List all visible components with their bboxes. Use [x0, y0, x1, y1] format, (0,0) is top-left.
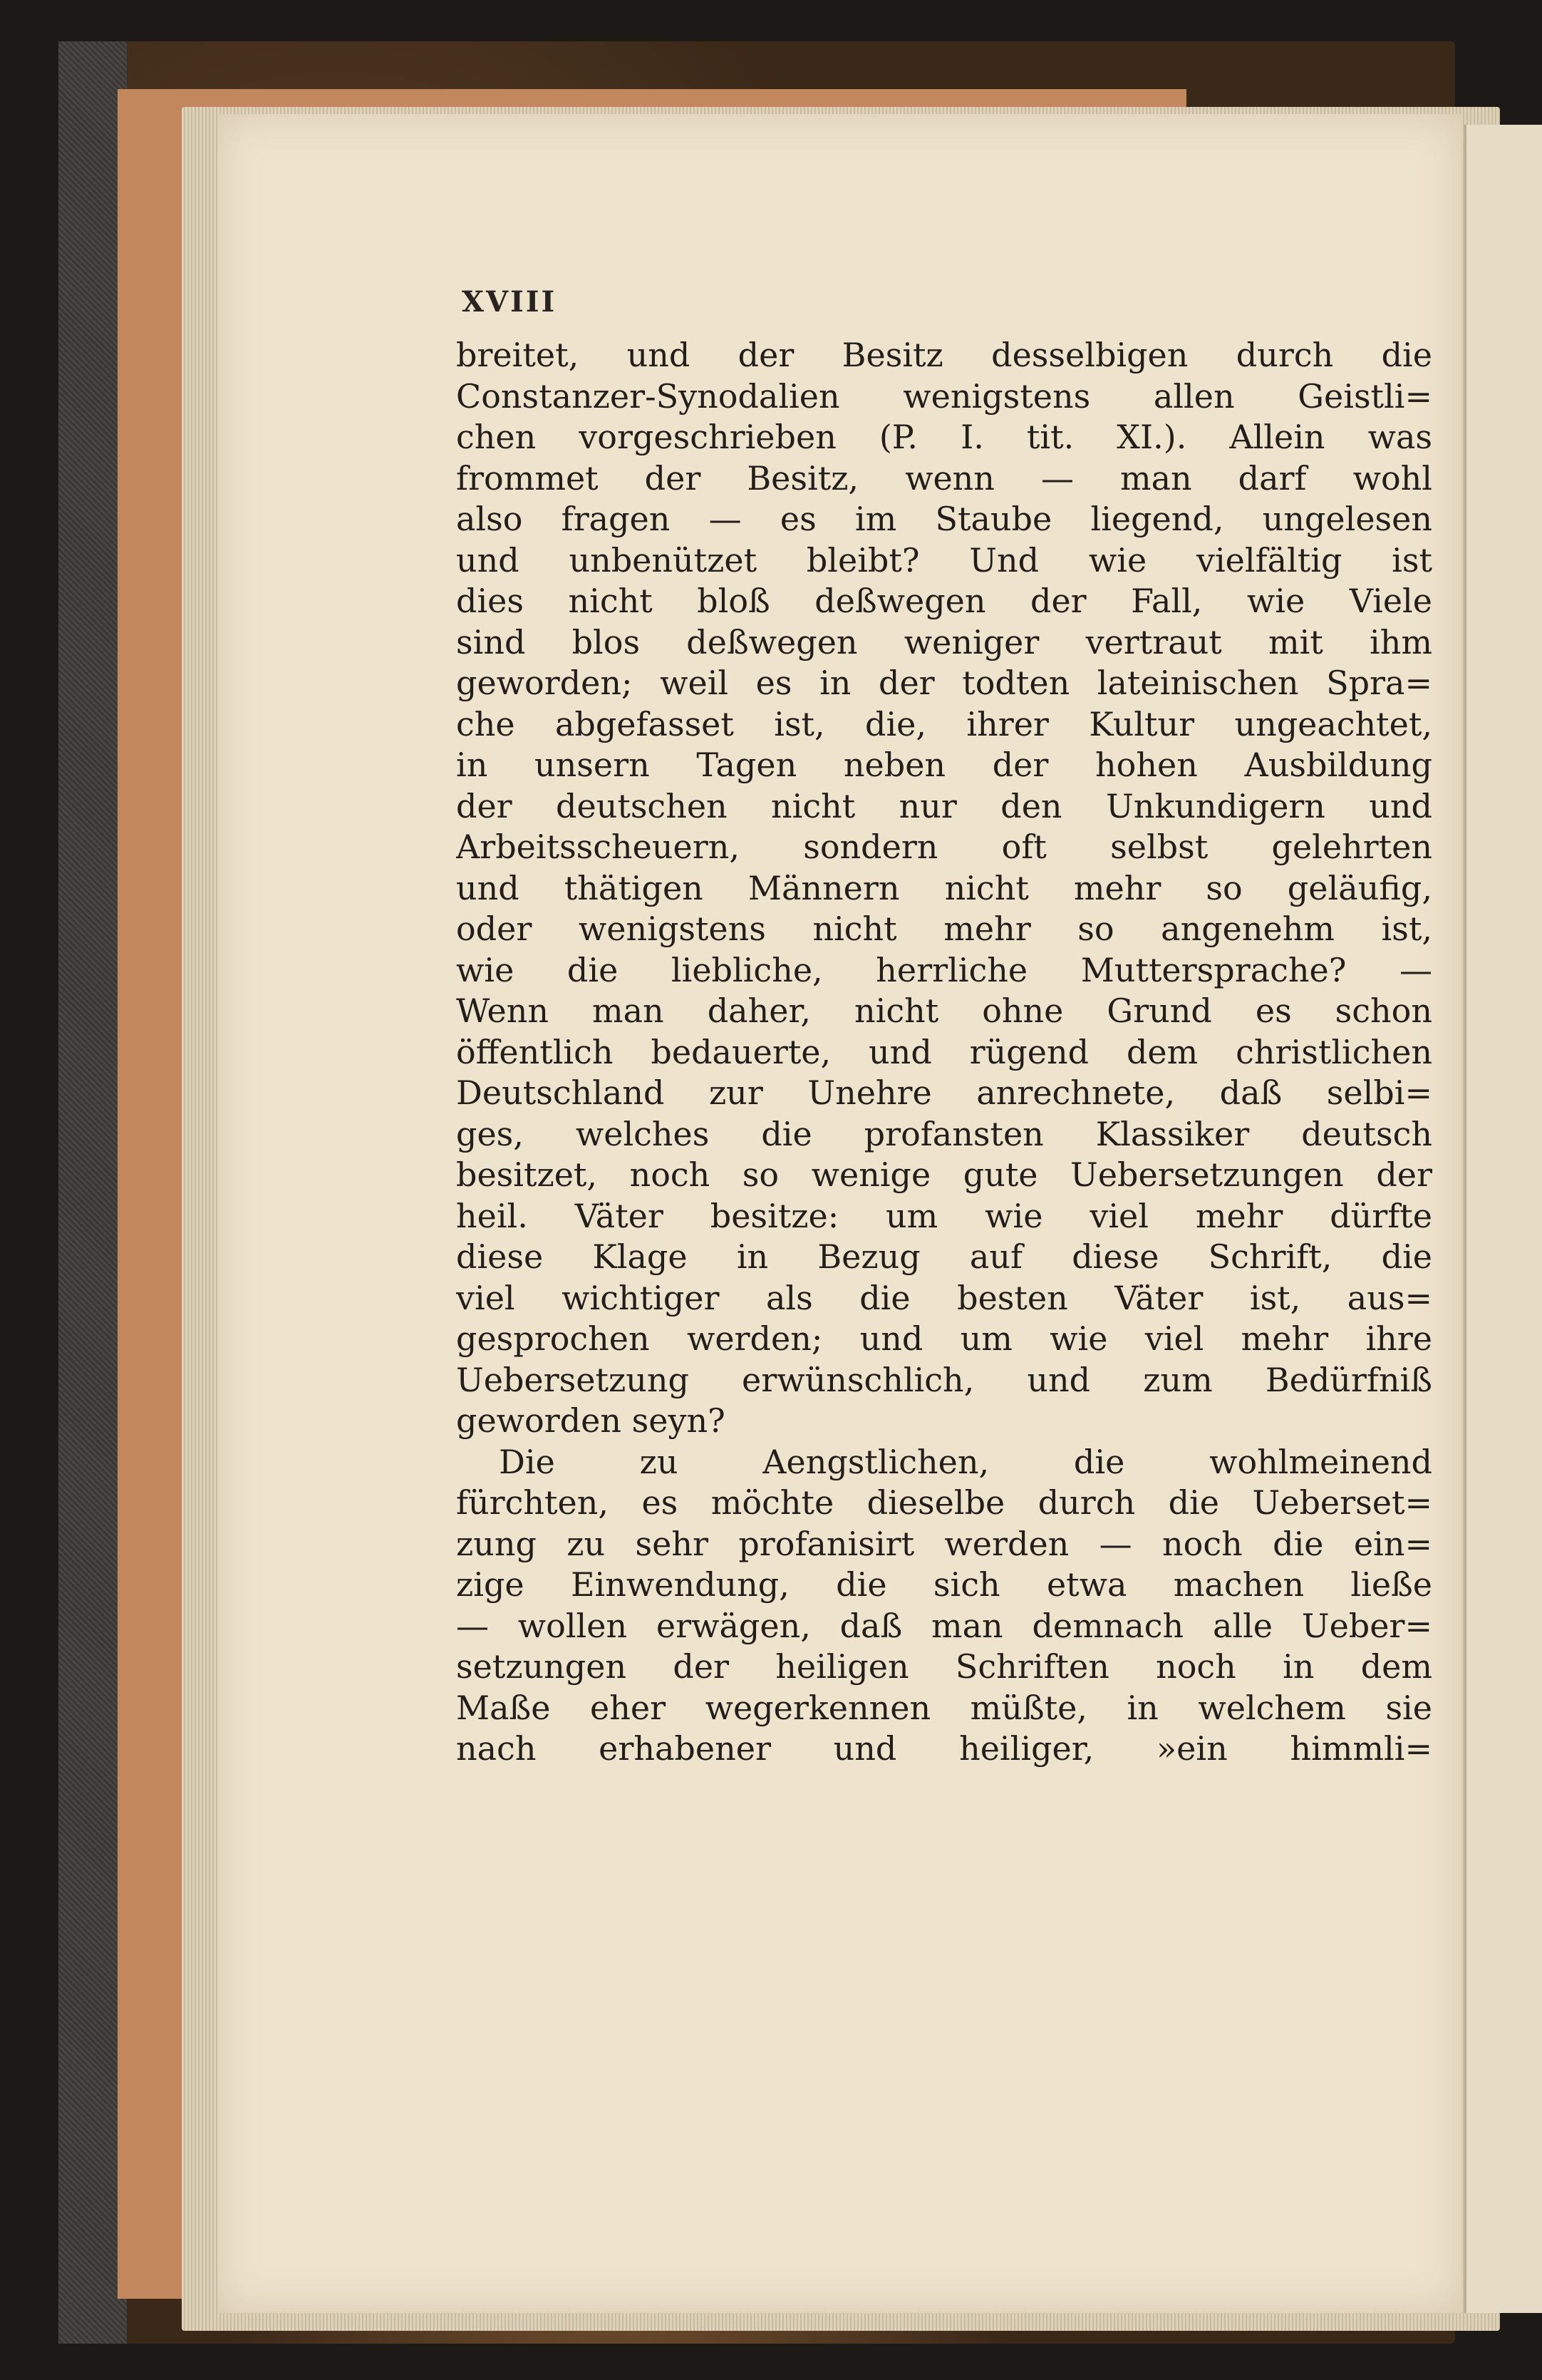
text-line: Constanzer-Synodalien wenigstens allen Geistli=	[456, 376, 1432, 416]
text-line: Die zu Aengstlichen, die wohlmeinend	[499, 1442, 1432, 1481]
text-line: setzungen der heiligen Schriften noch in dem	[456, 1647, 1432, 1686]
page-number: XVIII	[462, 285, 557, 319]
text-line: besitzet, noch so wenige gute Uebersetzungen der	[456, 1155, 1432, 1194]
text-line: wie die liebliche, herrliche Muttersprache? —	[456, 950, 1432, 989]
text-line: zung zu sehr profanisirt werden — noch die ein=	[456, 1524, 1432, 1563]
text-line: Wenn man daher, nicht ohne Grund es schon	[456, 991, 1432, 1030]
text-line: chen vorgeschrieben (P. I. tit. XI.). Allein was	[456, 418, 1432, 456]
text-line: Maße eher wegerkennen müßte, in welchem sie	[456, 1688, 1432, 1727]
text-line: und thätigen Männern nicht mehr so geläufig,	[456, 868, 1432, 907]
text-line: zige Einwendung, die sich etwa machen ließe	[456, 1565, 1432, 1604]
text-line: geworden seyn?	[456, 1401, 725, 1440]
text-line: — wollen erwägen, daß man demnach alle Ueber=	[456, 1606, 1432, 1645]
text-line: Uebersetzung erwünschlich, und zum Bedürfniß	[456, 1360, 1432, 1399]
text-line: dies nicht bloß deßwegen der Fall, wie Viele	[456, 582, 1432, 620]
text-line: öffentlich bedauerte, und rügend dem christlichen	[456, 1032, 1432, 1071]
text-line: fürchten, es möchte dieselbe durch die Ueberset=	[456, 1483, 1432, 1522]
text-line: Arbeitsscheuern, sondern oft selbst gelehrten	[456, 828, 1432, 866]
text-line: Deutschland zur Unehre anrechnete, daß selbi=	[456, 1073, 1432, 1112]
text-line: gesprochen werden; und um wie viel mehr ihre	[456, 1319, 1432, 1358]
facing-page-edge	[1464, 125, 1542, 2313]
text-line: geworden; weil es in der todten lateinischen Spra=	[456, 664, 1432, 702]
text-line: breitet, und der Besitz desselbigen durch die	[456, 336, 1432, 374]
text-line: frommet der Besitz, wenn — man darf wohl	[456, 458, 1432, 498]
text-line: viel wichtiger als die besten Väter ist, aus=	[456, 1278, 1432, 1317]
text-line: oder wenigstens nicht mehr so angenehm ist,	[456, 910, 1432, 948]
text-line: nach erhabener und heiliger, »ein himmli=	[456, 1729, 1432, 1768]
text-line: diese Klage in Bezug auf diese Schrift, die	[456, 1237, 1432, 1276]
text-line: und unbenützet bleibt? Und wie vielfältig ist	[456, 540, 1432, 579]
text-line: heil. Väter besitze: um wie viel mehr dürfte	[456, 1196, 1432, 1235]
text-line: der deutschen nicht nur den Unkundigern und	[456, 786, 1432, 825]
text-line: ges, welches die profansten Klassiker deutsch	[456, 1114, 1432, 1153]
text-line: che abgefasset ist, die, ihrer Kultur ungeachtet,	[456, 704, 1432, 743]
text-line: sind blos deßwegen weniger vertraut mit ihm	[456, 622, 1432, 661]
text-line: in unsern Tagen neben der hohen Ausbildung	[456, 746, 1432, 784]
text-line: also fragen — es im Staube liegend, ungelesen	[456, 500, 1432, 538]
page-text	[456, 335, 1432, 1770]
book-spine-cloth	[58, 41, 127, 2344]
